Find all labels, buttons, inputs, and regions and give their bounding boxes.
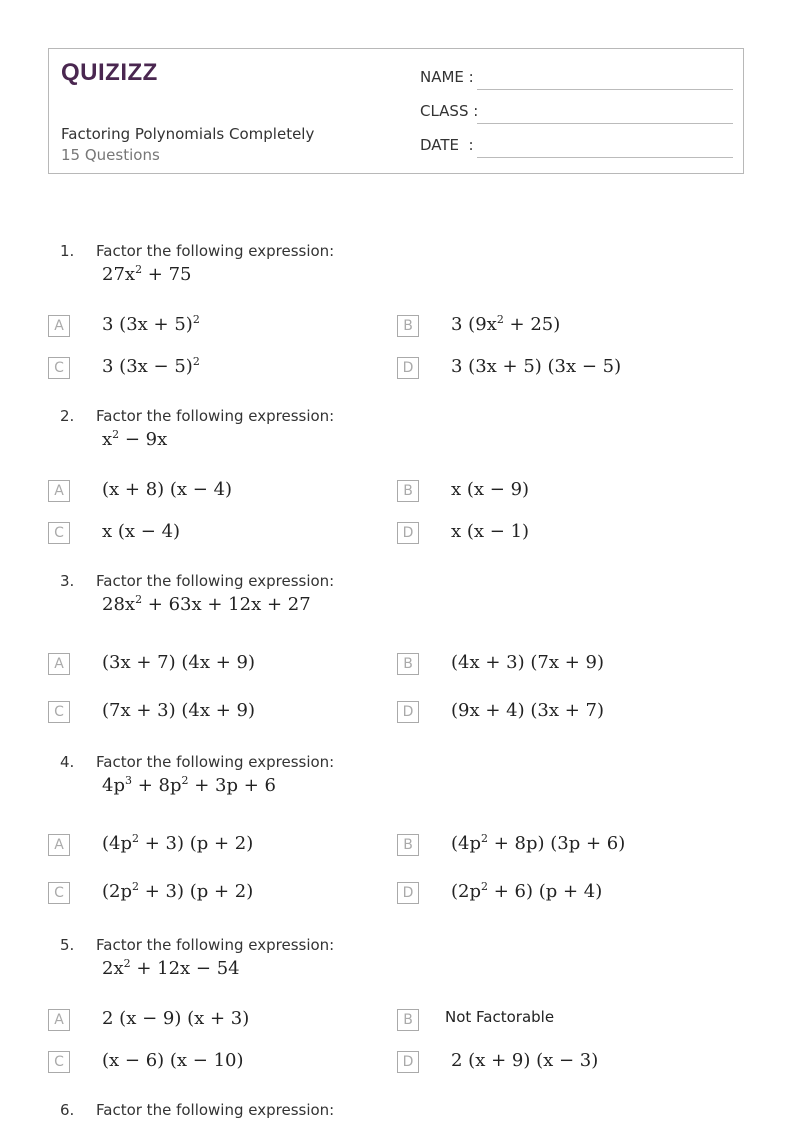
option-letter-d[interactable]: D (397, 357, 419, 379)
option-answer[interactable] (451, 833, 625, 854)
option-letter-a[interactable]: A (48, 834, 70, 856)
name-line (477, 89, 733, 90)
math-text: x (102, 429, 113, 450)
math-text: (2p (102, 881, 132, 902)
option-answer[interactable] (102, 1050, 244, 1071)
math-text: (2p (451, 881, 481, 902)
math-text: + 75 (142, 264, 192, 285)
option-answer[interactable] (102, 700, 255, 721)
math-text: + 63x + 12x + 27 (142, 594, 311, 615)
option-letter-a[interactable]: A (48, 315, 70, 337)
option-letter-c[interactable]: C (48, 882, 70, 904)
option-answer[interactable] (102, 314, 200, 335)
question-count: 15 Questions (61, 146, 160, 164)
math-text: 27x (102, 264, 136, 285)
math-text: 3 (3x + 5) (102, 314, 193, 335)
question-prompt: Factor the following expression: (96, 753, 335, 771)
math-text: + 3) (p + 2) (139, 881, 254, 902)
question-expression (102, 594, 311, 615)
exponent: 2 (112, 428, 120, 441)
math-text: (4p (102, 833, 132, 854)
exponent: 2 (135, 593, 143, 606)
option-answer[interactable] (445, 1008, 554, 1026)
question-prompt: Factor the following expression: (96, 936, 335, 954)
math-text: (4p (451, 833, 481, 854)
exponent: 2 (123, 957, 131, 970)
worksheet-title: Factoring Polynomials Completely (61, 125, 315, 143)
math-text: + 3) (p + 2) (139, 833, 254, 854)
option-letter-d[interactable]: D (397, 701, 419, 723)
option-answer[interactable] (451, 881, 602, 902)
option-answer[interactable] (102, 833, 253, 854)
question-expression (102, 958, 240, 979)
math-text: + 6) (p + 4) (488, 881, 603, 902)
option-letter-a[interactable]: A (48, 480, 70, 502)
math-text: − 9x (119, 429, 168, 450)
option-answer[interactable] (102, 881, 253, 902)
question-expression (102, 264, 192, 285)
class-label: CLASS : (420, 102, 479, 120)
math-text: (4x + 3) (7x + 9) (451, 652, 604, 673)
exponent: 2 (192, 313, 200, 326)
question-number: 6. (60, 1101, 75, 1119)
class-line (477, 123, 733, 124)
math-text: 2 (x − 9) (x + 3) (102, 1008, 250, 1029)
math-text: Not Factorable (445, 1008, 555, 1026)
option-answer[interactable] (451, 652, 604, 673)
date-label: DATE : (420, 136, 474, 154)
math-text: x (x − 9) (451, 479, 530, 500)
math-text: 2 (x + 9) (x − 3) (451, 1050, 599, 1071)
option-answer[interactable] (102, 1008, 249, 1029)
option-letter-b[interactable]: B (397, 480, 419, 502)
math-text: 3 (9x (451, 314, 497, 335)
date-line (477, 157, 733, 158)
exponent: 3 (124, 774, 132, 787)
math-text: + 8p) (3p + 6) (488, 833, 626, 854)
math-text: (7x + 3) (4x + 9) (102, 700, 255, 721)
question-prompt: Factor the following expression: (96, 242, 335, 260)
option-answer[interactable] (451, 314, 560, 335)
option-answer[interactable] (451, 356, 621, 377)
math-text: (x − 6) (x − 10) (102, 1050, 244, 1071)
exponent: 2 (181, 774, 189, 787)
question-prompt: Factor the following expression: (96, 572, 335, 590)
option-letter-b[interactable]: B (397, 834, 419, 856)
question-number: 4. (60, 753, 75, 771)
question-expression (102, 775, 276, 796)
exponent: 2 (496, 313, 504, 326)
exponent: 2 (481, 832, 488, 845)
option-answer[interactable] (102, 479, 232, 500)
option-answer[interactable] (102, 356, 200, 377)
option-letter-d[interactable]: D (397, 522, 419, 544)
option-answer[interactable] (451, 479, 529, 500)
option-letter-d[interactable]: D (397, 1051, 419, 1073)
option-letter-c[interactable]: C (48, 522, 70, 544)
option-answer[interactable] (451, 700, 604, 721)
question-expression (102, 429, 167, 450)
math-text: 28x (102, 594, 136, 615)
math-text: 2x (102, 958, 124, 979)
math-text: 3 (3x + 5) (3x − 5) (451, 356, 622, 377)
question-number: 5. (60, 936, 75, 954)
math-text: x (x − 1) (451, 521, 530, 542)
option-letter-c[interactable]: C (48, 357, 70, 379)
math-text: + 8p (131, 775, 182, 796)
option-letter-a[interactable]: A (48, 653, 70, 675)
math-text: (3x + 7) (4x + 9) (102, 652, 255, 673)
option-letter-c[interactable]: C (48, 701, 70, 723)
exponent: 2 (132, 832, 139, 845)
question-prompt: Factor the following expression: (96, 407, 335, 425)
option-letter-c[interactable]: C (48, 1051, 70, 1073)
question-prompt: Factor the following expression: (96, 1101, 335, 1119)
exponent: 2 (481, 880, 488, 893)
worksheet-header (48, 48, 744, 174)
math-text: x (x − 4) (102, 521, 181, 542)
exponent: 2 (192, 355, 200, 368)
exponent: 2 (132, 880, 139, 893)
option-answer[interactable] (102, 521, 180, 542)
question-number: 1. (60, 242, 75, 260)
option-letter-b[interactable]: B (397, 315, 419, 337)
option-answer[interactable] (451, 521, 529, 542)
question-number: 3. (60, 572, 75, 590)
math-text: + 25) (503, 314, 561, 335)
option-letter-a[interactable]: A (48, 1009, 70, 1031)
math-text: (9x + 4) (3x + 7) (451, 700, 604, 721)
option-letter-b[interactable]: B (397, 653, 419, 675)
option-letter-d[interactable]: D (397, 882, 419, 904)
question-number: 2. (60, 407, 75, 425)
math-text: (x + 8) (x − 4) (102, 479, 233, 500)
math-text: 4p (102, 775, 125, 796)
name-label: NAME : (420, 68, 474, 86)
math-text: + 3p + 6 (188, 775, 276, 796)
option-answer[interactable] (451, 1050, 598, 1071)
math-text: + 12x − 54 (130, 958, 240, 979)
math-text: 3 (3x − 5) (102, 356, 193, 377)
option-letter-b[interactable]: B (397, 1009, 419, 1031)
exponent: 2 (135, 263, 143, 276)
quizizz-logo: QUIZIZZ (61, 59, 158, 86)
option-answer[interactable] (102, 652, 255, 673)
